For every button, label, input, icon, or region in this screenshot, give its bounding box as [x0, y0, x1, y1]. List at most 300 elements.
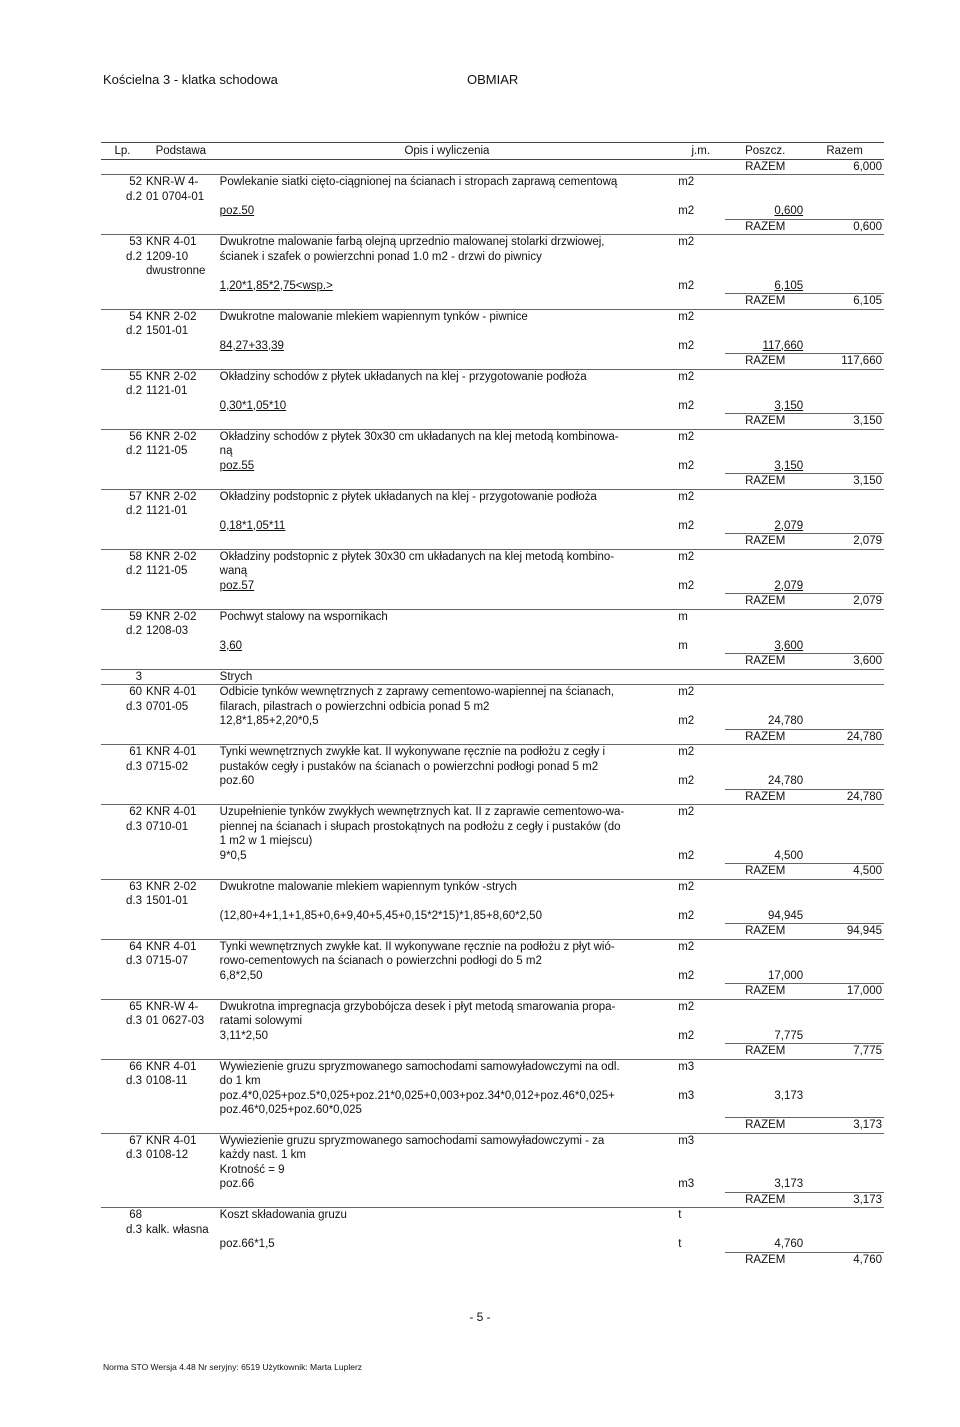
basis-code	[144, 984, 218, 1000]
total-value	[805, 609, 884, 624]
item-number	[101, 909, 144, 924]
basis-code	[144, 339, 218, 354]
partial-value: 3,173	[774, 1178, 804, 1190]
summary-row	[101, 534, 884, 550]
item-number: 60	[101, 685, 144, 700]
unit	[676, 414, 725, 430]
table-row	[101, 714, 884, 729]
total-value	[805, 579, 884, 594]
item-number: d.3	[125, 760, 142, 773]
unit	[676, 250, 725, 265]
total-value: 0,600	[805, 219, 884, 235]
description	[218, 354, 677, 370]
description	[218, 534, 677, 550]
partial-value: RAZEM	[725, 984, 805, 1000]
partial-value	[725, 669, 805, 685]
unit	[676, 159, 725, 175]
basis-code	[144, 1163, 218, 1178]
table-header-row	[101, 143, 884, 160]
partial-value	[725, 264, 805, 279]
partial-value	[725, 1103, 805, 1118]
basis-code: 1121-01	[145, 505, 188, 517]
total-value: 24,780	[805, 729, 884, 745]
description	[218, 474, 677, 490]
description: 0,30*1,05*10	[219, 399, 287, 412]
total-value: 4,760	[805, 1252, 884, 1267]
item-number: d.3	[125, 1149, 142, 1161]
partial-value	[725, 999, 805, 1014]
description: rowo-cementowych na ścianach o powierzchni podłogi do 5 m2	[219, 955, 542, 967]
basis-code	[144, 414, 218, 430]
basis-code	[144, 789, 218, 805]
summary-row	[101, 219, 884, 235]
item-number: d.2	[125, 445, 142, 457]
basis-code: 0108-12	[145, 1149, 189, 1161]
unit: m3	[678, 1089, 695, 1102]
unit	[676, 564, 725, 579]
partial-value	[725, 190, 805, 205]
basis-code: 01 0704-01	[145, 190, 205, 203]
table-row	[101, 954, 884, 969]
total-value	[805, 969, 884, 984]
basis-code: KNR 4-01	[144, 685, 218, 700]
basis-code	[144, 1118, 218, 1134]
description: poz.4*0,025+poz.5*0,025+poz.21*0,025+0,003+poz.34*0,012+poz.46*0,025+	[219, 1089, 615, 1102]
unit	[676, 834, 725, 849]
partial-value	[725, 834, 805, 849]
item-number	[101, 789, 144, 805]
unit	[676, 1163, 725, 1178]
total-value	[805, 1029, 884, 1044]
unit: m2	[676, 805, 725, 820]
description	[218, 864, 677, 880]
total-value: 24,780	[805, 789, 884, 805]
basis-code	[144, 1237, 218, 1252]
item-number: 67	[101, 1133, 144, 1148]
partial-value: RAZEM	[725, 1118, 805, 1134]
table-row	[101, 519, 884, 534]
column-header-opis: Opis i wyliczenia	[218, 143, 677, 160]
summary-row	[101, 1044, 884, 1060]
partial-value: RAZEM	[725, 789, 805, 805]
total-value	[805, 384, 884, 399]
unit: m2	[678, 969, 695, 982]
total-value	[805, 1237, 884, 1252]
total-value	[805, 939, 884, 954]
total-value	[805, 714, 884, 729]
table-row	[101, 309, 884, 324]
table-row	[101, 1103, 884, 1118]
total-value	[805, 849, 884, 864]
unit: m2	[678, 849, 695, 862]
basis-code	[144, 924, 218, 940]
basis-code: 1121-01	[145, 385, 188, 397]
unit	[676, 534, 725, 550]
unit	[676, 924, 725, 940]
item-number	[101, 1192, 144, 1208]
unit: m2	[676, 939, 725, 954]
total-value: 4,500	[805, 864, 884, 880]
description: poz.60	[219, 775, 255, 787]
description: ratami solowymi	[219, 1015, 303, 1027]
total-value	[805, 549, 884, 564]
document-title: Kościelna 3 - klatka schodowa	[103, 72, 278, 87]
basis-code: KNR 2-02	[144, 879, 218, 894]
unit: m3	[676, 1133, 725, 1148]
total-value	[805, 1059, 884, 1074]
item-number	[101, 849, 144, 864]
unit: m3	[678, 1178, 695, 1190]
total-value	[805, 1074, 884, 1089]
item-number	[101, 204, 144, 219]
description: 1 m2 w 1 miejscu)	[219, 835, 313, 847]
unit	[676, 624, 725, 639]
total-value: 17,000	[805, 984, 884, 1000]
basis-code: 0108-11	[145, 1075, 188, 1087]
description: do 1 km	[219, 1075, 261, 1087]
measurement-table	[101, 142, 884, 1267]
description: Okładziny podstopnic z płytek układanych na klej - przygotowanie podłoża	[218, 489, 677, 504]
description	[218, 324, 677, 339]
unit: m3	[676, 1059, 725, 1074]
item-number: 3	[101, 669, 144, 685]
item-number: 68	[101, 1208, 144, 1223]
table-row	[101, 1223, 884, 1238]
partial-value	[725, 324, 805, 339]
description	[218, 654, 677, 670]
table-row	[101, 1148, 884, 1163]
item-number	[101, 1044, 144, 1060]
item-number: 59	[101, 609, 144, 624]
table-row	[101, 805, 884, 820]
total-value: 2,079	[805, 594, 884, 610]
table-row	[101, 1208, 884, 1223]
item-number	[101, 219, 144, 235]
description: 3,60	[219, 639, 243, 652]
summary-row	[101, 984, 884, 1000]
total-value	[805, 489, 884, 504]
partial-value	[725, 939, 805, 954]
description: Pochwyt stalowy na wspornikach	[218, 609, 677, 624]
basis-code: 0715-02	[145, 760, 189, 773]
basis-code	[144, 969, 218, 984]
item-number	[101, 924, 144, 940]
table-row	[101, 1237, 884, 1252]
partial-value: 3,600	[774, 639, 804, 652]
total-value	[805, 954, 884, 969]
basis-code: 0710-01	[145, 820, 189, 833]
unit: m2	[676, 175, 725, 190]
table-row	[101, 939, 884, 954]
description: poz.46*0,025+poz.60*0,025	[219, 1104, 362, 1116]
partial-value: 17,000	[767, 969, 804, 982]
partial-value	[725, 1074, 805, 1089]
total-value: 3,600	[805, 654, 884, 670]
basis-code	[144, 669, 218, 685]
item-number	[101, 339, 144, 354]
partial-value	[725, 760, 805, 775]
description	[218, 1223, 677, 1238]
partial-value	[725, 564, 805, 579]
partial-value	[725, 250, 805, 265]
table-body	[101, 159, 884, 1267]
item-number	[101, 264, 144, 279]
unit	[676, 1074, 725, 1089]
table-row	[101, 685, 884, 700]
total-value	[805, 190, 884, 205]
total-value	[805, 1148, 884, 1163]
table-row	[101, 1059, 884, 1074]
item-number: d.2	[125, 385, 142, 397]
basis-code: 1208-03	[145, 625, 189, 637]
unit: m2	[676, 685, 725, 700]
total-value	[805, 820, 884, 835]
description: Powlekanie siatki cięto-ciągnionej na ścianach i stropach zaprawą cementową	[218, 175, 677, 190]
partial-value	[725, 429, 805, 444]
unit	[676, 894, 725, 909]
basis-code	[144, 399, 218, 414]
unit: m2	[676, 879, 725, 894]
table-row	[101, 700, 884, 715]
total-value	[805, 1163, 884, 1178]
item-number: 61	[101, 745, 144, 760]
total-value	[805, 700, 884, 715]
item-number	[101, 534, 144, 550]
partial-value	[725, 369, 805, 384]
unit	[676, 294, 725, 310]
unit	[676, 984, 725, 1000]
item-number	[101, 1029, 144, 1044]
description	[218, 219, 677, 235]
basis-code	[144, 909, 218, 924]
software-info: Norma STO Wersja 4.48 Nr seryjny: 6519 Użytkownik: Marta Luplerz	[103, 1362, 363, 1372]
partial-value	[725, 879, 805, 894]
partial-value: 3,150	[774, 399, 804, 412]
unit	[676, 700, 725, 715]
item-number	[101, 354, 144, 370]
item-number	[101, 399, 144, 414]
basis-code: 0701-05	[145, 700, 189, 713]
table-row	[101, 579, 884, 594]
unit	[676, 1014, 725, 1029]
unit	[676, 474, 725, 490]
basis-code	[144, 1192, 218, 1208]
unit: m2	[678, 399, 695, 412]
unit: t	[678, 1238, 682, 1250]
basis-code	[144, 834, 218, 849]
basis-code: 1501-01	[145, 895, 189, 907]
total-value	[805, 879, 884, 894]
basis-code: KNR 2-02	[144, 429, 218, 444]
partial-value: 94,945	[767, 909, 804, 922]
item-number: d.2	[125, 325, 142, 337]
summary-row	[101, 729, 884, 745]
total-value	[805, 639, 884, 654]
description: 1,20*1,85*2,75<wsp.>	[219, 279, 333, 292]
basis-code	[144, 519, 218, 534]
unit	[676, 324, 725, 339]
table-row	[101, 204, 884, 219]
description: Okładziny schodów z płytek 30x30 cm układanych na klej metodą kombinowa-	[218, 429, 677, 444]
total-value: 3,173	[805, 1192, 884, 1208]
description: 12,8*1,85+2,20*0,5	[219, 715, 319, 727]
table-row	[101, 1029, 884, 1044]
total-value	[805, 1103, 884, 1118]
description	[218, 1192, 677, 1208]
description: Okładziny schodów z płytek układanych na klej - przygotowanie podłoża	[218, 369, 677, 384]
column-header-podstawa: Podstawa	[144, 143, 218, 160]
item-number: d.3	[125, 895, 142, 907]
item-number: d.3	[125, 820, 142, 833]
table-row	[101, 834, 884, 849]
total-value	[805, 339, 884, 354]
unit: m2	[676, 489, 725, 504]
basis-code	[144, 219, 218, 235]
table-row	[101, 339, 884, 354]
description	[218, 984, 677, 1000]
total-value	[805, 669, 884, 685]
basis-code: KNR 4-01	[144, 939, 218, 954]
table-row	[101, 820, 884, 835]
description	[218, 414, 677, 430]
item-number	[101, 864, 144, 880]
partial-value	[725, 954, 805, 969]
unit	[676, 820, 725, 835]
item-number: 62	[101, 805, 144, 820]
partial-value: RAZEM	[725, 219, 805, 235]
description	[218, 924, 677, 940]
unit: m2	[676, 369, 725, 384]
unit	[676, 1192, 725, 1208]
basis-code: 0715-07	[145, 955, 189, 967]
item-number	[101, 774, 144, 789]
basis-code: 1501-01	[145, 325, 189, 337]
partial-value: 4,760	[774, 1238, 804, 1250]
item-number: d.2	[125, 625, 142, 637]
table-row	[101, 444, 884, 459]
table-row	[101, 669, 884, 685]
item-number	[101, 714, 144, 729]
partial-value: 117,660	[762, 339, 804, 352]
description: piennej na ścianach i słupach prostokątnych na podłożu z cegły i pustaków (do	[219, 820, 621, 833]
description	[218, 1252, 677, 1267]
item-number	[101, 519, 144, 534]
unit: t	[676, 1208, 725, 1223]
partial-value: 4,500	[774, 849, 804, 862]
unit	[676, 729, 725, 745]
basis-code	[144, 1044, 218, 1060]
partial-value: RAZEM	[725, 864, 805, 880]
partial-value	[725, 549, 805, 564]
table-row	[101, 1163, 884, 1178]
unit: m2	[678, 205, 695, 217]
basis-code	[144, 654, 218, 670]
item-number: d.2	[125, 565, 142, 577]
unit	[676, 954, 725, 969]
description	[218, 894, 677, 909]
basis-code	[144, 1029, 218, 1044]
unit	[676, 264, 725, 279]
basis-code	[144, 159, 218, 175]
basis-code: kalk. własna	[145, 1223, 209, 1236]
description: 3,11*2,50	[219, 1029, 269, 1042]
basis-code	[144, 774, 218, 789]
partial-value	[725, 175, 805, 190]
unit: m2	[678, 775, 695, 787]
partial-value: RAZEM	[725, 354, 805, 370]
total-value: 7,775	[805, 1044, 884, 1060]
description: Tynki wewnętrznych zwykłe kat. II wykonywane ręcznie na podłożu z płyt wió-	[218, 939, 677, 954]
summary-row	[101, 654, 884, 670]
basis-code	[144, 279, 218, 294]
description: 84,27+33,39	[219, 339, 284, 352]
description: Wywiezienie gruzu spryzmowanego samochodami samowyładowczymi - za	[218, 1133, 677, 1148]
basis-code: KNR 4-01	[144, 745, 218, 760]
partial-value	[725, 805, 805, 820]
unit: m2	[678, 519, 695, 532]
item-number: d.3	[125, 1075, 142, 1087]
basis-code: KNR-W 4-	[144, 999, 218, 1014]
table-row	[101, 324, 884, 339]
table-row	[101, 489, 884, 504]
unit	[676, 1223, 725, 1238]
partial-value: 0,600	[774, 205, 804, 217]
table-row	[101, 564, 884, 579]
unit: m2	[678, 715, 695, 727]
unit	[676, 789, 725, 805]
unit	[676, 219, 725, 235]
description: 9*0,5	[219, 849, 247, 862]
basis-code: KNR 4-01	[144, 805, 218, 820]
description: filarach, pilastrach o powierzchni odbicia ponad 5 m2	[219, 700, 490, 713]
unit	[676, 669, 725, 685]
table-row	[101, 774, 884, 789]
partial-value: RAZEM	[725, 534, 805, 550]
total-value	[805, 774, 884, 789]
item-number: d.3	[125, 700, 142, 713]
basis-code: dwustronne	[145, 265, 206, 277]
unit	[676, 1044, 725, 1060]
description: poz.55	[219, 459, 255, 472]
unit: m2	[678, 909, 695, 922]
item-number	[101, 834, 144, 849]
unit: m2	[676, 429, 725, 444]
table-row	[101, 1177, 884, 1192]
unit: m2	[676, 549, 725, 564]
basis-code: 01 0627-03	[145, 1015, 205, 1027]
partial-value: 3,150	[774, 459, 804, 472]
description	[218, 789, 677, 805]
table-row	[101, 879, 884, 894]
item-number: 64	[101, 939, 144, 954]
total-value	[805, 805, 884, 820]
unit	[676, 760, 725, 775]
partial-value: RAZEM	[725, 594, 805, 610]
basis-code: KNR 4-01	[144, 1133, 218, 1148]
description: (12,80+4+1,1+1,85+0,6+9,40+5,45+0,15*2*15)*1,85+8,60*2,50	[219, 909, 542, 922]
total-value	[805, 1223, 884, 1238]
item-number: 57	[101, 489, 144, 504]
table-row	[101, 1133, 884, 1148]
item-number: 66	[101, 1059, 144, 1074]
item-number	[101, 1103, 144, 1118]
description	[218, 190, 677, 205]
summary-row	[101, 924, 884, 940]
basis-code	[144, 204, 218, 219]
description: pustaków cegły i pustaków na ścianach o powierzchni podłogi ponad 5 m2	[219, 760, 599, 773]
unit: m	[678, 639, 688, 652]
basis-code	[144, 1103, 218, 1118]
